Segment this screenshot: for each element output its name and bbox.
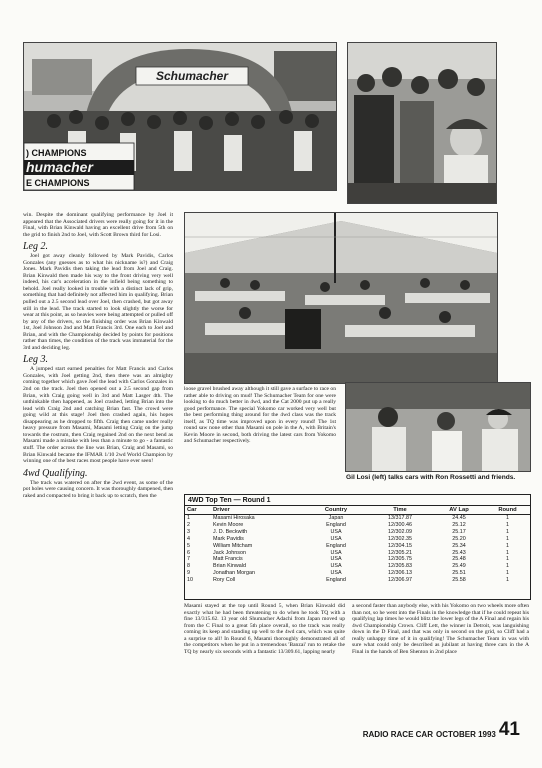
cell-time: 12/304.15 [388, 542, 412, 549]
table-row [185, 536, 530, 543]
cell-round: 1 [506, 515, 509, 521]
cell-av-lap: 24.45 [452, 515, 466, 521]
intro-paragraph: win. Despite the dominant qualifying performance by Joel it appeared that the Associated drivers were really going for it in the Final, with Brian Kinwald having an excellent drive from 5th on the grid to finish 2nd to Joel, with Scott Brown third for Losi. [23, 212, 173, 238]
leg2-paragraph: Joel got away cleanly followed by Mark Pavidis, Carlos Gonzales (any guesses as to what his nickname is?) and Craig Jones. Mark Pavidis then taking the lead from Joel and Craig. Brian Kinwald then made his way to the front driving very well indeed, his car's acceleration in the infield being something to behold. Joel really looked in trouble with a distinct lack of grip, something that had definitely not affected him in qualifying. Brian pulled out a 2.5 second lead over Joel, then crashed, but got away still in the lead. The track started to look slightly the worse for wear at this point, as so heavies were being attempted or pulled off by any of the drivers, so the finishing order was Brian Kinwald 1st, Joel Johnson 2nd and Matt Francis 3rd. One each to Joel and Brian, and with the Championship decided by points for positions rather than times, the condition of the track was immaterial for the 3rd and deciding leg. [23, 253, 173, 351]
table-row [185, 563, 530, 570]
4wd-qualifying-paragraph: The track was watered on after the 2wd event, as some of the pot holes were causing concern. It was thoroughly dampened, then raked and compacted to bring it back up to scratch, then the [23, 479, 173, 499]
cell-driver: Jack Johnson [213, 549, 246, 556]
column-3-paragraph: Masami stayed at the top until Round 5, when Brian Kinwald did exactly what he had been threatening to do when he took TQ with a fine 13/315.62. 13 year old Shumacher Adachi from Japan moved up from the C Final to a great 5th place overall, so the track was really coming its keep and standing up well to the 4wd cars, which was quite a surprise to all! In Round 6, Masami thoroughly demonstrated all of the competitors when he put in a tremendous 'Banzai' run to retake the TQ by nearly six seconds with a fantastic 13/309.61, lapping nearly [184, 603, 345, 655]
results-table [185, 506, 530, 584]
cell-country: England [326, 577, 346, 584]
cell-time: 12/305.21 [388, 549, 412, 556]
magazine-name: RADIO RACE CAR [362, 730, 433, 739]
header-av-lap: AV Lap [433, 506, 485, 515]
cell-time: 12/305.75 [388, 556, 412, 563]
cell-round: 1 [506, 570, 509, 577]
cell-round: 1 [506, 535, 509, 542]
cell-driver: Masami Hirosaka [213, 515, 255, 521]
cell-country: USA [330, 549, 342, 556]
cell-driver: J. D. Beckwith [213, 528, 248, 535]
cell-round: 1 [506, 528, 509, 535]
table-row [185, 529, 530, 536]
article-column-1 [23, 212, 173, 712]
photo-tent-pits [184, 212, 498, 384]
cell-round: 1 [506, 563, 509, 570]
cell-time: 12/300.46 [388, 521, 412, 528]
results-table-body [185, 515, 530, 585]
column-4-paragraph: a second faster than anybody else, with his Yokomo on two wheels more often than not, so he went into the Finals in the knowledge that if he could repeat his qualifying lap times he would blitz the lower legs of the A Final and regain his 4wd Championship Crown. Cliff Lett, the winner in Detroit, was languishing down in the D Final, and that was only in second on the grid, so Cliff had a really unhappy time of it in qualifying! The Schumacher Team in was with sure what could only be described as jubilant at having three cars in the A Final in the hands of Ben Shenton in 2nd place [352, 603, 529, 655]
photo-schumacher-crowd [23, 42, 337, 191]
cell-car: 7 [187, 556, 190, 563]
table-header-row [185, 506, 530, 515]
table-row [185, 556, 530, 563]
cell-driver: Brian Kinwald [213, 563, 246, 570]
page-number: 41 [498, 719, 520, 740]
cell-car: 8 [187, 563, 190, 570]
cell-av-lap: 25.51 [452, 570, 466, 577]
photo-crowd-boy [347, 42, 497, 204]
table-row [185, 515, 530, 522]
results-table-title: 4WD Top Ten — Round 1 [185, 495, 530, 506]
cell-time: 13/317.87 [388, 515, 412, 521]
cell-driver: William Mitcham [213, 542, 253, 549]
cell-car: 6 [187, 549, 190, 556]
cell-av-lap: 25.17 [452, 528, 466, 535]
cell-country: Japan [328, 515, 344, 521]
cell-time: 12/306.13 [388, 570, 412, 577]
page-footer [363, 721, 520, 739]
cell-driver: Rory Coll [213, 577, 236, 584]
cell-round: 1 [506, 549, 509, 556]
sign-line-3: E CHAMPIONS [26, 178, 90, 188]
table-row [185, 577, 530, 584]
cell-car: 3 [187, 528, 190, 535]
cell-car: 10 [187, 577, 193, 584]
sign-line-1: ) CHAMPIONS [26, 148, 87, 158]
article-column-4 [352, 603, 529, 715]
cell-car: 9 [187, 570, 190, 577]
header-round: Round [485, 506, 530, 515]
cell-av-lap: 25.12 [452, 521, 466, 528]
cell-av-lap: 25.58 [452, 577, 466, 584]
photo-gil-losi [345, 382, 531, 472]
cell-car: 2 [187, 521, 190, 528]
cell-country: USA [330, 535, 342, 542]
table-row [185, 543, 530, 550]
cell-round: 1 [506, 556, 509, 563]
cell-av-lap: 25.49 [452, 563, 466, 570]
banner-text: Schumacher [155, 69, 229, 83]
article-column-3 [184, 603, 345, 715]
cell-driver: Matt Francis [213, 556, 243, 563]
4wd-qualifying-heading: 4wd Qualifying. [23, 467, 88, 479]
cell-av-lap: 25.43 [452, 549, 466, 556]
cell-car: 5 [187, 542, 190, 549]
cell-country: USA [330, 556, 342, 563]
cell-country: USA [330, 570, 342, 577]
cell-time: 12/302.35 [388, 535, 412, 542]
cell-av-lap: 25.48 [452, 556, 466, 563]
photo-caption: Gil Losi (left) talks cars with Ron Rossetti and friends. [346, 474, 516, 481]
leg2-heading: Leg 2. [23, 241, 48, 253]
table-row [185, 522, 530, 529]
header-time: Time [367, 506, 433, 515]
issue-date: OCTOBER 1993 [435, 730, 496, 739]
cell-country: USA [330, 563, 342, 570]
cell-av-lap: 25.20 [452, 535, 466, 542]
article-column-2 [184, 386, 336, 490]
cell-car: 1 [187, 515, 190, 521]
cell-country: England [326, 521, 346, 528]
table-row [185, 550, 530, 557]
column-2-paragraph: loose gravel brushed away although it still gave a surface to race on rather able to driving on mud! The Schumacher Team for one were looking to do much better in 4wd, and the Cat 2000 put up a really good performance. The special Yokomo car worked very well but the best performing thing around for the 4wd class was the track itself, as TQ time was improved upon in every round! The 1st round saw none other than Masami on pole in the A, with Britain's Kevin Moore in second, both driving the latest cars from Yokomo and Schumacher respectively. [184, 386, 336, 445]
table-row [185, 570, 530, 577]
sign-line-2: humacher [26, 159, 93, 175]
header-country: Country [305, 506, 367, 515]
results-table-box [184, 494, 531, 600]
cell-car: 4 [187, 535, 190, 542]
cell-av-lap: 25.34 [452, 542, 466, 549]
cell-driver: Mark Pavidis [213, 535, 244, 542]
cell-driver: Jonathan Morgan [213, 570, 255, 577]
cell-round: 1 [506, 577, 509, 584]
cell-country: USA [330, 528, 342, 535]
cell-round: 1 [506, 521, 509, 528]
cell-time: 12/305.83 [388, 563, 412, 570]
cell-driver: Kevin Moore [213, 521, 244, 528]
cell-time: 12/306.97 [388, 577, 412, 584]
cell-round: 1 [506, 542, 509, 549]
header-driver: Driver [211, 506, 305, 515]
header-car: Car [185, 506, 211, 515]
leg3-heading: Leg 3. [23, 354, 48, 366]
leg3-paragraph: A jumped start earned penalties for Matt Francis and Carlos Gonzales, with Joel getting 2nd, then there was an almighty coming together which gave Joel the lead with Carlos Gonzales in 2nd on the track. Joel then opened out a 2.5 second gap from Brian, with Craig going well in 3rd and Matt Lasger 4th. The unthinkable then happened, as Joel crashed, letting Brian into the lead with Craig 2nd and catching Brian fast. The crowd were going wild at this stage! Joel then crashed again, his hopes disappearing as he dropped to fifth. Craig then came under really heavy pressure from Masami, Masami letting Craig on the jump towards the rostrum, then Craig regained 2nd on the next bend as Masami made a mistake with less than a minute to go - a fantastic stuff. The order across the line was Brian, Craig and Masami, so Brian Kinwald became the IFMAR 1/10 2wd World Champion by winning one of the best races most people have ever seen! [23, 366, 173, 465]
cell-time: 12/302.09 [388, 528, 412, 535]
cell-country: England [326, 542, 346, 549]
